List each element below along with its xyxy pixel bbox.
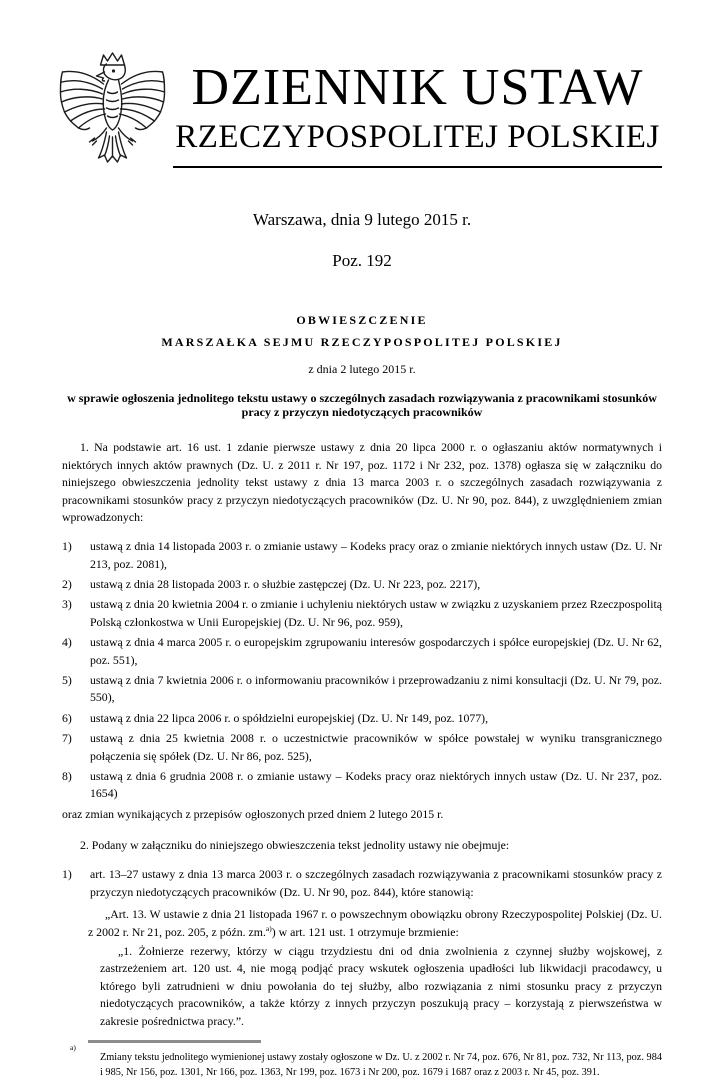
eagle-icon	[56, 50, 169, 172]
paragraph-2: 2. Podany w załączniku do niniejszego obwieszczenia tekst jednolity ustawy nie obejmuje:	[80, 838, 510, 853]
masthead	[0, 0, 724, 177]
list-item-text: ustawą z dnia 20 kwietnia 2004 r. o zmianie i uchyleniu niektórych ustaw w związku z uzyskaniem przez Rzeczpospolitą Polską członkostwa w Unii Europejskiej (Dz. U. Nr 96, poz. 959),	[90, 597, 662, 629]
list-item-number: 7)	[62, 731, 72, 746]
list-item-text: ustawą z dnia 7 kwietnia 2006 r. o informowaniu pracowników i przeprowadzaniu z nimi konsultacji (Dz. U. Nr 79, poz. 550),	[90, 672, 662, 705]
list-item-number: 6)	[62, 710, 72, 725]
footnote-separator-rule	[88, 1040, 261, 1043]
list-item	[62, 634, 662, 669]
amendments-tail: oraz zmian wynikających z przepisów ogłoszonych przed dniem 2 lutego 2015 r.	[62, 806, 444, 821]
list-item-number: 4)	[62, 635, 72, 650]
exclusions-list	[62, 866, 662, 901]
quoted-provision-1: „1. Żołnierze rezerwy, którzy w ciągu trzydziestu dni od dnia zwolnienia z czynnej służby wojskowej, z zastrzeżeniem art. 120 ust. 4, nie mogą podjąć pracy wskutek ogłoszenia upadłości lub likwidacji pracodawcy, u którego byli zatrudnieni w dniu powołania do tej służby, albo rozwiązania z nimi stosunku pracy z przyczyn niedotyczących pracowników, a także którzy z innych przyczyn poszukują pracy – korzystają z pierwszeństwa w zakresie pośrednictwa pracy.”.	[100, 944, 662, 1028]
list-item-number: 2)	[62, 576, 72, 591]
list-item-text: ustawą z dnia 22 lipca 2006 r. o spółdzielni europejskiej (Dz. U. Nr 149, poz. 1077),	[90, 710, 489, 725]
footnote-reference: a)	[265, 923, 272, 933]
quote-text: ) w art. 121 ust. 1 otrzymuje brzmienie:	[271, 924, 459, 939]
list-item	[62, 672, 662, 707]
notice-subject: w sprawie ogłoszenia jednolitego tekstu ustawy o szczególnych zasadach rozwiązywania z pracownikami stosunków pracy z przyczyn niedotyczących pracowników	[67, 391, 657, 420]
list-item-number: 3)	[62, 597, 72, 612]
masthead-titles	[173, 50, 662, 168]
notice-type-heading: OBWIESZCZENIE	[296, 313, 428, 327]
list-item-number: 1)	[62, 539, 72, 554]
place-date-line: Warszawa, dnia 9 lutego 2015 r.	[252, 210, 472, 229]
list-item-text: art. 13–27 ustawy z dnia 13 marca 2003 r. o szczególnych zasadach rozwiązywania z pracownikami stosunków pracy z przyczyn niedotyczących pracowników (Dz. U. Nr 90, poz. 844), które stanowią:	[90, 867, 662, 899]
footnote-text: Zmiany tekstu jednolitego wymienionej ustawy zostały ogłoszone w Dz. U. z 2002 r. Nr 74, poz. 676, Nr 81, poz. 732, Nr 113, poz. 984 i 985, Nr 156, poz. 1301, Nr 166, poz. 1363, Nr 199, poz. 1673 i Nr 200, poz. 1679 i 1687 oraz z 2003 r. Nr 45, poz. 391.	[100, 1052, 662, 1079]
list-item-number: 1)	[62, 867, 72, 882]
list-item-text: ustawą z dnia 4 marca 2005 r. o europejskim zgrupowaniu interesów gospodarczych i spółce europejskiej (Dz. U. Nr 62, poz. 551),	[90, 635, 662, 667]
list-item-number: 5)	[62, 672, 72, 687]
list-item-text: ustawą z dnia 6 grudnia 2008 r. o zmianie ustawy – Kodeks pracy oraz niektórych innych ustaw (Dz. U. Nr 237, poz. 1654)	[90, 769, 662, 801]
journal-subtitle: RZECZYPOSPOLITEJ POLSKIEJ	[175, 119, 660, 155]
list-item	[62, 596, 662, 631]
list-item-text: ustawą z dnia 25 kwietnia 2008 r. o uczestnictwie pracowników w spółce powstałej w wyniku transgranicznego połączenia się spółek (Dz. U. Nr 86, poz. 525),	[90, 731, 662, 763]
polish-eagle-emblem	[56, 50, 169, 177]
position-number: Poz. 192	[332, 251, 392, 270]
list-item	[62, 730, 662, 765]
list-item-text: ustawą z dnia 14 listopada 2003 r. o zmianie ustawy – Kodeks pracy oraz o zmianie niektórych innych ustaw (Dz. U. Nr 213, poz. 2081),	[90, 539, 662, 571]
list-item	[62, 576, 662, 593]
notice-issuer-heading: MARSZAŁKA SEJMU RZECZYPOSPOLITEJ POLSKIEJ	[161, 335, 563, 349]
footnote-a: a) Zmiany tekstu jednolitego wymienionej ustawy zostały ogłoszone w Dz. U. z 2002 r. Nr 74, poz. 676, Nr 81, poz. 732, Nr 113, poz. 984 i 985, Nr 156, poz. 1301, Nr 166, poz. 1363, Nr 199, poz. 1673 i Nr 200, poz. 1679 i 1687 oraz z 2003 r. Nr 45, poz. 391.	[70, 1043, 662, 1079]
list-item-number: 8)	[62, 769, 72, 784]
quote-text: „Art. 13. W ustawie z dnia 21 listopada 1967 r. o powszechnym obowiązku obrony Rzeczypospolitej Polskiej (Dz. U. z 2002 r. Nr 21, poz. 205, z późn. zm.	[88, 907, 662, 939]
list-item	[62, 768, 662, 803]
amendments-list	[62, 538, 662, 803]
notice-date: z dnia 2 lutego 2015 r.	[308, 362, 416, 376]
list-item	[62, 710, 662, 727]
journal-title: DZIENNIK USTAW	[191, 59, 644, 116]
quoted-article-13	[88, 906, 662, 941]
paragraph-1: 1. Na podstawie art. 16 ust. 1 zdanie pierwsze ustawy z dnia 20 lipca 2000 r. o ogłaszaniu aktów normatywnych i niektórych innych aktów prawnych (Dz. U. z 2011 r. Nr 197, poz. 1172 i Nr 232, poz. 1378) ogłasza się w załączniku do niniejszego obwieszczenia jednolity tekst ustawy z dnia 13 marca 2003 r. o szczególnych zasadach rozwiązywania z pracownikami stosunków pracy z przyczyn niedotyczących pracowników (Dz. U. Nr 90, poz. 844), z uwzględnieniem zmian wprowadzonych:	[62, 440, 662, 524]
list-item	[62, 538, 662, 573]
footnote-block	[62, 1040, 662, 1080]
list-item-text: ustawą z dnia 28 listopada 2003 r. o służbie zastępczej (Dz. U. Nr 223, poz. 2217),	[90, 576, 481, 591]
list-item	[62, 866, 662, 901]
document-body	[62, 439, 662, 1030]
